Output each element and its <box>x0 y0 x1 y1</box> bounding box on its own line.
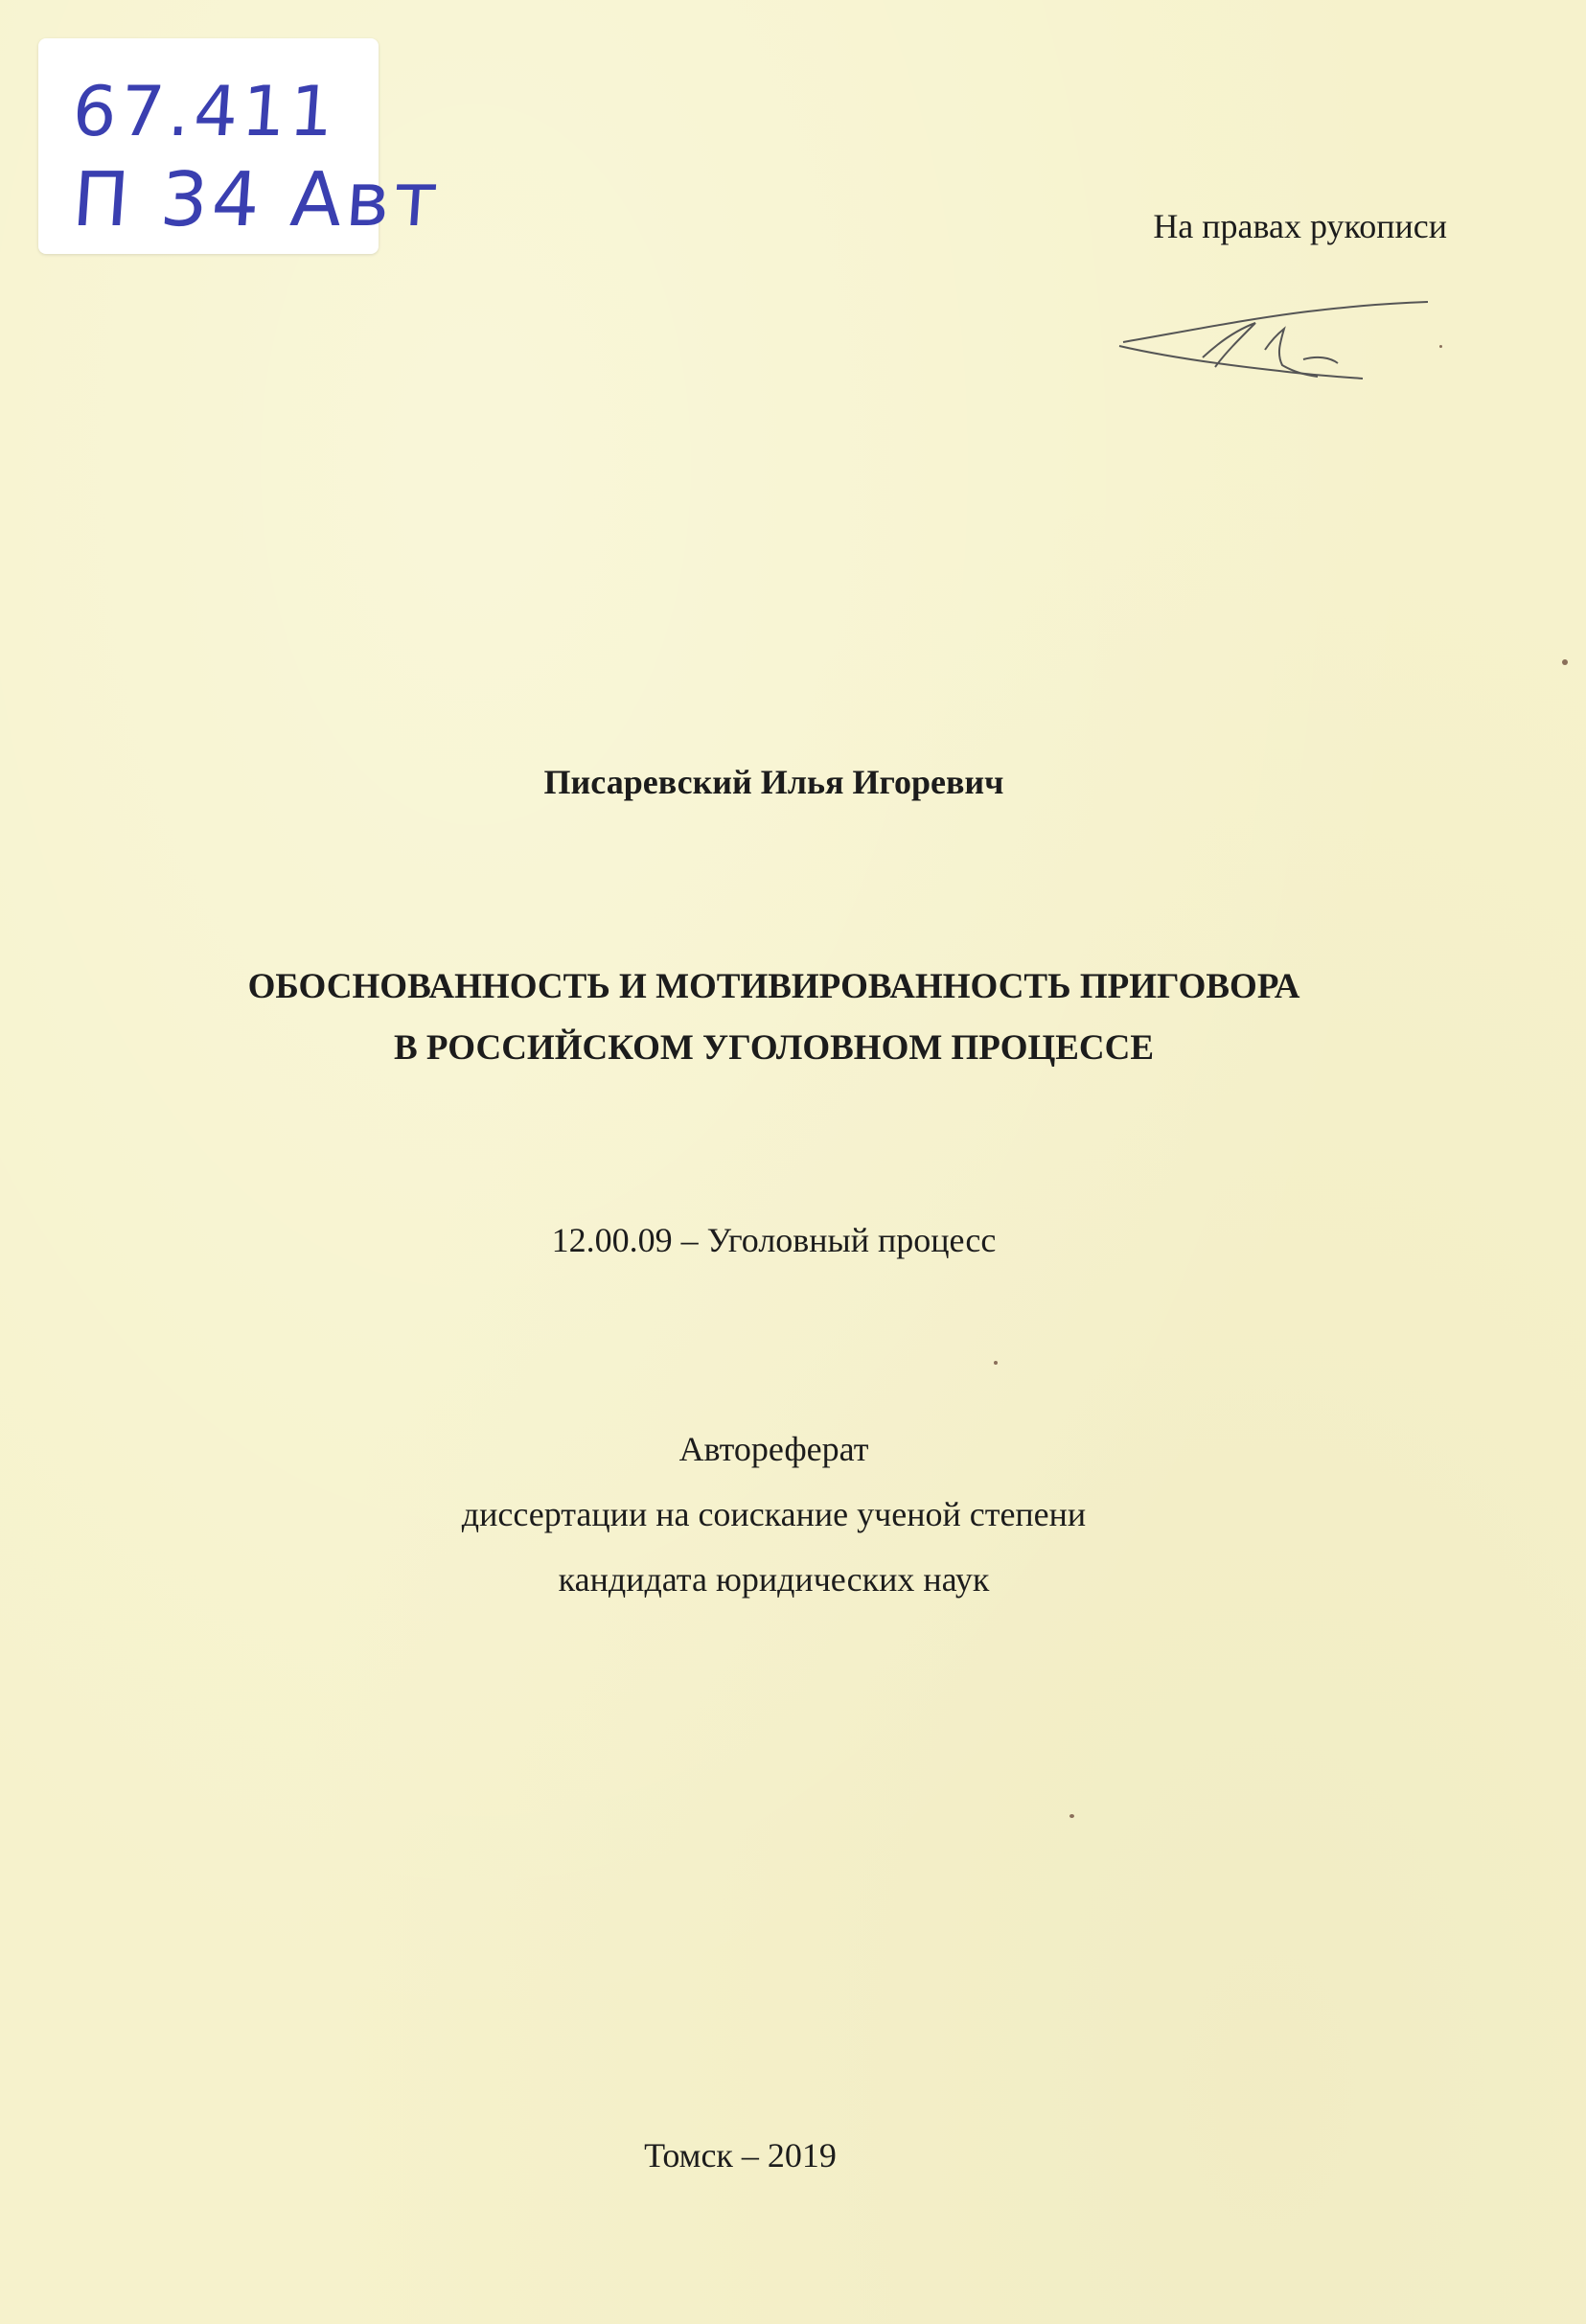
abstract-line-3: кандидата юридических наук <box>558 1560 990 1599</box>
signature-icon <box>1112 283 1447 398</box>
abstract-line-1: Автореферат <box>678 1430 869 1468</box>
paper-speck <box>1562 659 1568 665</box>
paper-speck <box>1439 345 1442 348</box>
city-year: Томск – 2019 <box>644 2136 837 2174</box>
abstract-description <box>0 1416 1586 1612</box>
abstract-line-2: диссертации на соискание ученой степени <box>461 1495 1087 1533</box>
dissertation-title <box>0 956 1586 1079</box>
author-name: Писаревский Илья Игоревич <box>543 763 1004 801</box>
title-line-2: В РОССИЙСКОМ УГОЛОВНОМ ПРОЦЕССЕ <box>393 1028 1155 1068</box>
paper-speck <box>994 1361 998 1365</box>
library-sticker <box>38 38 445 254</box>
specialty-code: 12.00.09 – Уголовный процесс <box>551 1221 997 1259</box>
library-code: 67.411 <box>70 71 340 151</box>
manuscript-note: На правах рукописи <box>1153 207 1447 245</box>
title-line-1: ОБОСНОВАННОСТЬ И МОТИВИРОВАННОСТЬ ПРИГОВОРА <box>247 967 1300 1006</box>
paper-speck <box>1069 1814 1074 1818</box>
library-shelfmark: П 34 Авт <box>69 157 445 243</box>
